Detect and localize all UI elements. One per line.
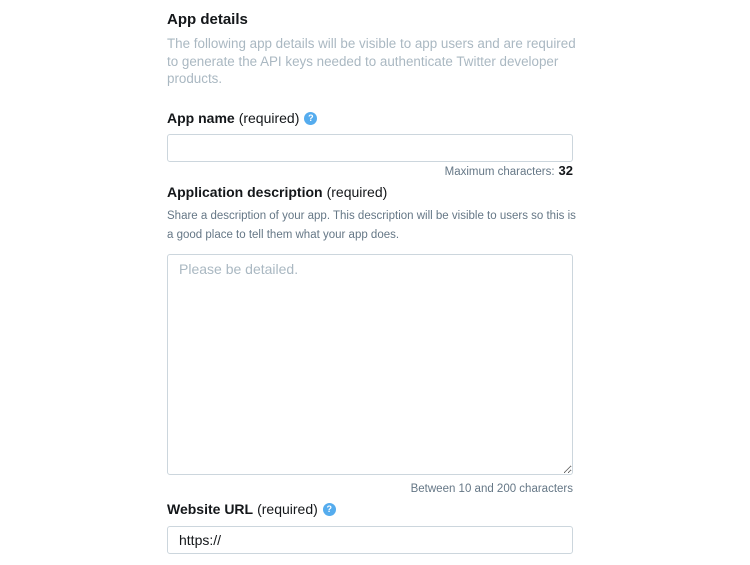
website-url-required-text: (required) — [257, 501, 318, 517]
app-description-label-text: Application description — [167, 184, 323, 200]
app-name-label — [167, 109, 317, 127]
app-description-required-text: (required) — [326, 184, 388, 200]
app-description-hint: Share a description of your app. This description will be visible to users so this is a good place to tell them what your app does. — [167, 210, 576, 241]
app-description-label — [167, 183, 387, 201]
max-characters-label: Maximum characters: — [444, 166, 555, 178]
app-name-max-characters — [445, 164, 573, 179]
app-name-label-text: App name — [167, 110, 235, 126]
question-mark-icon[interactable]: ? — [323, 503, 336, 516]
app-name-input[interactable] — [167, 134, 573, 162]
website-url-label — [167, 500, 336, 518]
length-hint-text: Between 10 and 200 characters — [410, 483, 573, 495]
section-intro: The following app details will be visible to app users and are required to generate the API keys needed to authenticate Twitter developer products. — [167, 36, 576, 86]
app-description-textarea[interactable] — [167, 254, 573, 475]
app-description-length-hint — [411, 482, 573, 496]
website-url-label-text: Website URL — [167, 501, 254, 517]
max-characters-value: 32 — [558, 163, 573, 178]
app-name-required-text: (required) — [238, 110, 300, 126]
website-url-input[interactable] — [167, 526, 573, 554]
section-title: App details — [167, 11, 248, 28]
question-mark-icon[interactable]: ? — [304, 112, 317, 125]
